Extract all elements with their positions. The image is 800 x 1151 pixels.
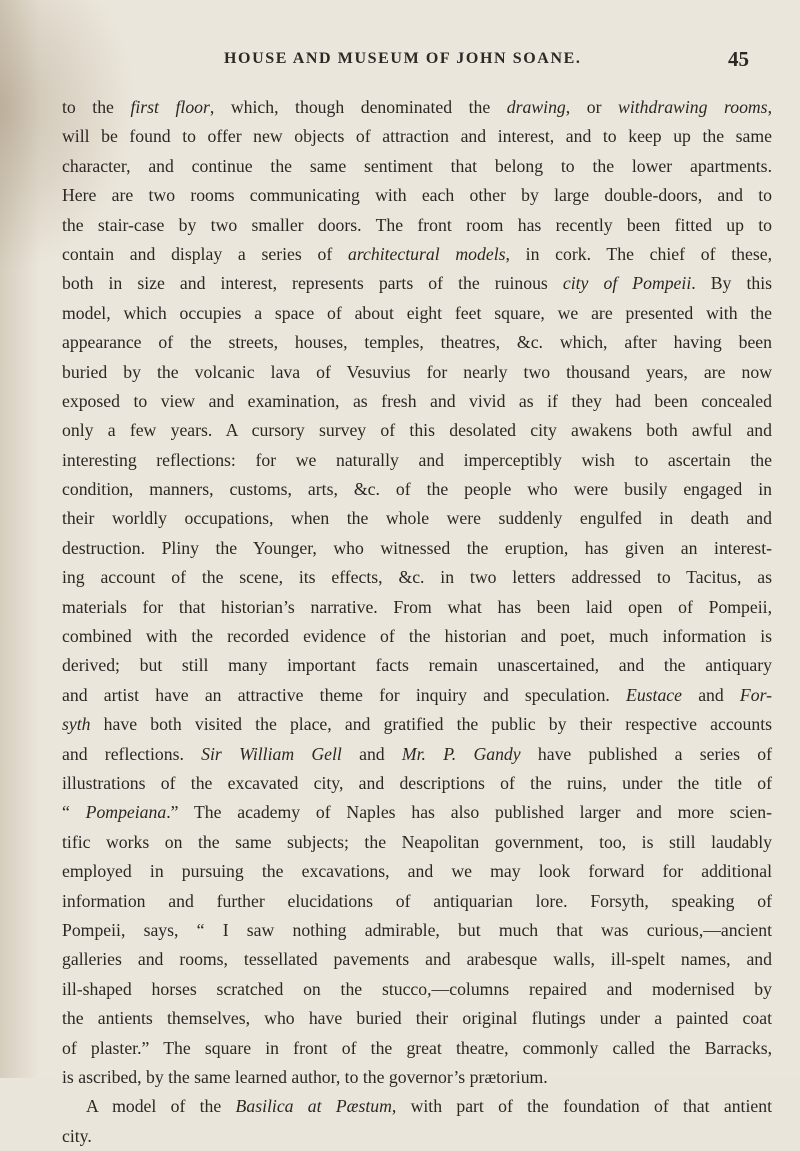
text-run: ing account of the scene, its effects, &c. in two letters addressed to Tacitus, as [62,567,772,588]
text-line [62,152,772,181]
italic-text: city of Pompeii [562,273,692,294]
text-run: to the [62,97,131,117]
text-run: . By this [691,273,773,294]
text-run: of plaster.” The square in front of the great theatre, commonly called the Barracks, [62,1037,772,1058]
text-line [62,93,772,122]
text-line [62,681,772,710]
text-run: information and further elucidations of antiquarian lore. Forsyth, speaking of [62,890,772,911]
text-run: Pompeii, says, “ I saw nothing admirable, but much that was curious,—ancient [62,919,772,940]
text-line [62,328,772,357]
italic-text: withdrawing rooms [618,97,768,117]
text-line [62,181,772,210]
text-run: contain and display a series of [62,243,348,264]
text-run: the antients themselves, who have buried their original flutings under a painted coat [62,1008,772,1029]
text-line [62,1034,772,1063]
text-run: only a few years. A cursory survey of this desolated city awakens both awful and [62,420,772,441]
text-line [62,211,772,240]
text-run: , or [565,97,619,117]
text-run: , with part of the foundation of that antient [391,1096,772,1117]
text-run: interesting reflections: for we naturally and imperceptibly wish to ascertain the [62,449,772,470]
italic-text: For- [739,684,772,705]
text-line [62,651,772,680]
text-line [62,563,772,592]
text-run: illustrations of the excavated city, and descriptions of the ruins, under the title of [62,772,772,793]
text-run: and artist have an attractive theme for inquiry and speculation. [62,684,627,705]
text-run: character, and continue the same sentiment that belong to the lower apartments. [62,155,772,176]
text-line [62,1092,772,1121]
text-run: condition, manners, customs, arts, &c. of the people who were busily engaged in [62,479,772,500]
text-run: employed in pursuing the excavations, and we may look forward for additional [62,861,772,882]
text-run: have published a series of [520,743,772,764]
text-line [62,593,772,622]
text-run: and reflections. [62,743,202,764]
text-line [62,945,772,974]
text-run: destruction. Pliny the Younger, who witnessed the eruption, has given an interest- [62,537,772,558]
text-line [62,416,772,445]
text-run: materials for that historian’s narrative. From what has been laid open of Pompeii, [62,596,772,617]
text-line [62,740,772,769]
text-line [62,798,772,827]
text-run: have both visited the place, and gratified the public by their respective accounts [90,714,772,735]
body-text [62,93,772,1151]
text-line [62,887,772,916]
text-run: appearance of the streets, houses, temples, theatres, &c. which, after having been [62,332,772,353]
text-run: is ascribed, by the same learned author, to the governor’s prætorium. [62,1066,548,1087]
italic-text: drawing [506,97,566,117]
text-run: and [341,743,402,764]
text-line [62,358,772,387]
text-line [62,828,772,857]
text-line [62,710,772,739]
italic-text: first floor [130,97,210,117]
text-run: “ [62,802,86,823]
text-run: the stair-case by two smaller doors. The front room has recently been fitted up to [62,214,772,235]
text-line [62,975,772,1004]
italic-text: architectural models [347,243,506,264]
italic-text: Eustace [626,684,683,705]
text-run: will be found to offer new objects of attraction and interest, and to keep up the same [62,126,772,147]
running-head [224,47,784,74]
text-run: , [767,97,772,117]
text-line [62,534,772,563]
italic-text: syth [62,714,91,735]
text-line [62,446,772,475]
text-run: buried by the volcanic lava of Vesuvius for nearly two thousand years, are now [62,361,772,382]
text-line [62,857,772,886]
text-line [62,1122,772,1151]
text-run: , which, though denominated the [209,97,507,117]
text-run: their worldly occupations, when the whole were suddenly engulfed in death and [62,508,772,529]
italic-text: Basilica at Pæstum [235,1096,392,1117]
text-run: combined with the recorded evidence of the historian and poet, much information is [62,626,772,647]
text-line [62,122,772,151]
text-line [62,299,772,328]
italic-text: Sir William Gell [201,743,342,764]
text-run: Here are two rooms communicating with each other by large double-doors, and to [62,185,772,206]
text-run: and [682,684,740,705]
text-run: A model of the [86,1096,236,1117]
text-line [62,769,772,798]
running-title: HOUSE AND MUSEUM OF JOHN SOANE. [224,50,582,67]
text-run: both in size and interest, represents parts of the ruinous [62,273,563,294]
text-run: ill-shaped horses scratched on the stucco,—columns repaired and modernised by [62,978,772,999]
text-run: tific works on the same subjects; the Neapolitan government, too, is still laudably [62,831,772,852]
text-line [62,269,772,298]
text-line [62,622,772,651]
italic-text: Mr. P. Gandy [401,743,521,764]
text-line [62,504,772,533]
text-line [62,916,772,945]
text-run: model, which occupies a space of about eight feet square, we are presented with the [62,302,772,323]
text-run: exposed to view and examination, as fresh and vivid as if they had been concealed [62,390,772,411]
text-line [62,240,772,269]
text-line [62,475,772,504]
text-run: galleries and rooms, tessellated pavements and arabesque walls, ill-spelt names, and [62,949,772,970]
text-line [62,1004,772,1033]
text-run: derived; but still many important facts remain unascertained, and the antiquary [62,655,772,676]
text-run: .” The academy of Naples has also published larger and more scien- [166,802,773,823]
text-run: city. [62,1125,92,1146]
text-line [62,387,772,416]
text-run: , in cork. The chief of these, [505,243,772,264]
italic-text: Pompeiana [85,802,167,823]
page-number: 45 [728,47,749,71]
